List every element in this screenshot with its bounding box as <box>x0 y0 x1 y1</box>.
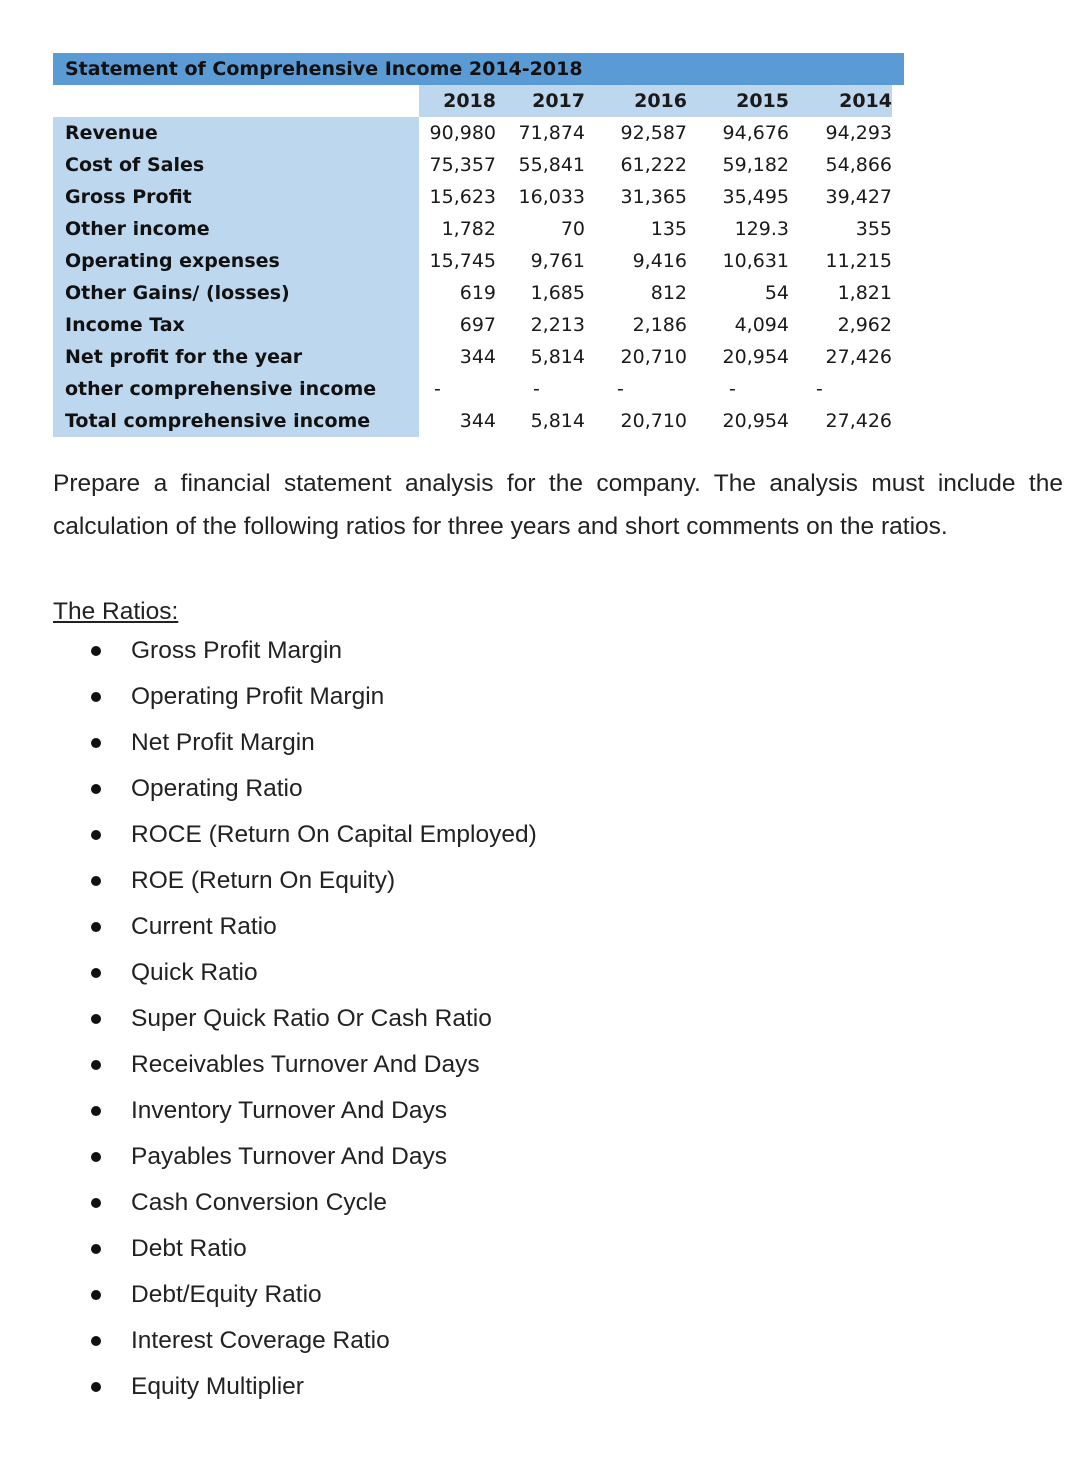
value-cell: 129.3 <box>734 218 789 240</box>
value-cell: 16,033 <box>518 186 585 208</box>
value-cell: 71,874 <box>518 122 585 144</box>
year-header-row <box>53 85 904 117</box>
table-row <box>53 405 904 437</box>
value-cell: 15,623 <box>429 186 496 208</box>
value-cell: 10,631 <box>722 250 789 272</box>
bullet-icon <box>91 646 101 656</box>
value-cell: 20,954 <box>722 410 789 432</box>
bullet-icon <box>91 1198 101 1208</box>
value-cell: - <box>729 378 736 400</box>
value-cell: 61,222 <box>620 154 687 176</box>
value-cell: - <box>816 378 823 400</box>
value-cell: 2,186 <box>632 314 687 336</box>
ratios-heading: The Ratios: <box>53 598 179 625</box>
row-label: other comprehensive income <box>53 373 419 405</box>
year-header: 2014 <box>839 90 892 112</box>
value-cell: 697 <box>459 314 496 336</box>
value-cell: 92,587 <box>620 122 687 144</box>
value-cell: 59,182 <box>722 154 789 176</box>
value-cell: 54 <box>764 282 789 304</box>
value-cell: 1,685 <box>530 282 585 304</box>
value-cell: 5,814 <box>530 346 585 368</box>
value-cell: 20,710 <box>620 410 687 432</box>
value-cell: 54,866 <box>825 154 892 176</box>
year-header: 2017 <box>532 90 585 112</box>
value-cell: - <box>434 378 441 400</box>
value-cell: 20,710 <box>620 346 687 368</box>
bullet-icon <box>91 738 101 748</box>
assignment-prompt: Prepare a financial statement analysis for the company. The analysis must include the calculation of the following ratios for three years and short comments on the ratios. <box>53 470 1063 540</box>
bullet-icon <box>91 1014 101 1024</box>
value-cell: - <box>617 378 624 400</box>
table-row <box>53 245 904 277</box>
value-cell: 619 <box>459 282 496 304</box>
year-header: 2015 <box>736 90 789 112</box>
row-label: Other Gains/ (losses) <box>53 277 419 309</box>
row-label: Operating expenses <box>53 245 419 277</box>
value-cell: 4,094 <box>734 314 789 336</box>
table-row <box>53 117 904 149</box>
table-row <box>53 181 904 213</box>
table-title: Statement of Comprehensive Income 2014-2018 <box>53 53 904 85</box>
value-cell: 75,357 <box>429 154 496 176</box>
bullet-icon <box>91 922 101 932</box>
table-row <box>53 149 904 181</box>
bullet-icon <box>91 692 101 702</box>
header-blank <box>53 85 419 117</box>
row-label: Income Tax <box>53 309 419 341</box>
value-cell: 344 <box>459 410 496 432</box>
value-cell: 94,293 <box>825 122 892 144</box>
value-cell: - <box>533 378 540 400</box>
income-statement-table <box>53 53 904 437</box>
table-row <box>53 309 904 341</box>
bullet-icon <box>91 1382 101 1392</box>
table-row <box>53 373 904 405</box>
value-cell: 812 <box>650 282 687 304</box>
value-cell: 2,213 <box>530 314 585 336</box>
table-row <box>53 213 904 245</box>
value-cell: 20,954 <box>722 346 789 368</box>
year-header: 2018 <box>443 90 496 112</box>
bullet-icon <box>91 830 101 840</box>
row-label: Total comprehensive income <box>53 405 419 437</box>
value-cell: 31,365 <box>620 186 687 208</box>
row-label: Revenue <box>53 117 419 149</box>
value-cell: 90,980 <box>429 122 496 144</box>
value-cell: 1,782 <box>441 218 496 240</box>
row-label: Gross Profit <box>53 181 419 213</box>
bullet-icon <box>91 1336 101 1346</box>
bullet-icon <box>91 1290 101 1300</box>
value-cell: 355 <box>855 218 892 240</box>
bullet-icon <box>91 1152 101 1162</box>
value-cell: 27,426 <box>825 346 892 368</box>
row-label: Net profit for the year <box>53 341 419 373</box>
bullet-icon <box>91 1060 101 1070</box>
table-row <box>53 341 904 373</box>
value-cell: 9,761 <box>530 250 585 272</box>
value-cell: 70 <box>560 218 585 240</box>
bullet-icon <box>91 968 101 978</box>
value-cell: 135 <box>650 218 687 240</box>
row-label: Cost of Sales <box>53 149 419 181</box>
bullet-icon <box>91 876 101 886</box>
bullet-icon <box>91 1244 101 1254</box>
value-cell: 39,427 <box>825 186 892 208</box>
value-cell: 2,962 <box>837 314 892 336</box>
bullet-icon <box>91 784 101 794</box>
value-cell: 94,676 <box>722 122 789 144</box>
table-row <box>53 277 904 309</box>
value-cell: 55,841 <box>518 154 585 176</box>
value-cell: 27,426 <box>825 410 892 432</box>
value-cell: 5,814 <box>530 410 585 432</box>
value-cell: 1,821 <box>837 282 892 304</box>
value-cell: 9,416 <box>632 250 687 272</box>
value-cell: 35,495 <box>722 186 789 208</box>
value-cell: 344 <box>459 346 496 368</box>
value-cell: 15,745 <box>429 250 496 272</box>
row-label: Other income <box>53 213 419 245</box>
value-cell: 11,215 <box>825 250 892 272</box>
bullet-icon <box>91 1106 101 1116</box>
year-header: 2016 <box>634 90 687 112</box>
